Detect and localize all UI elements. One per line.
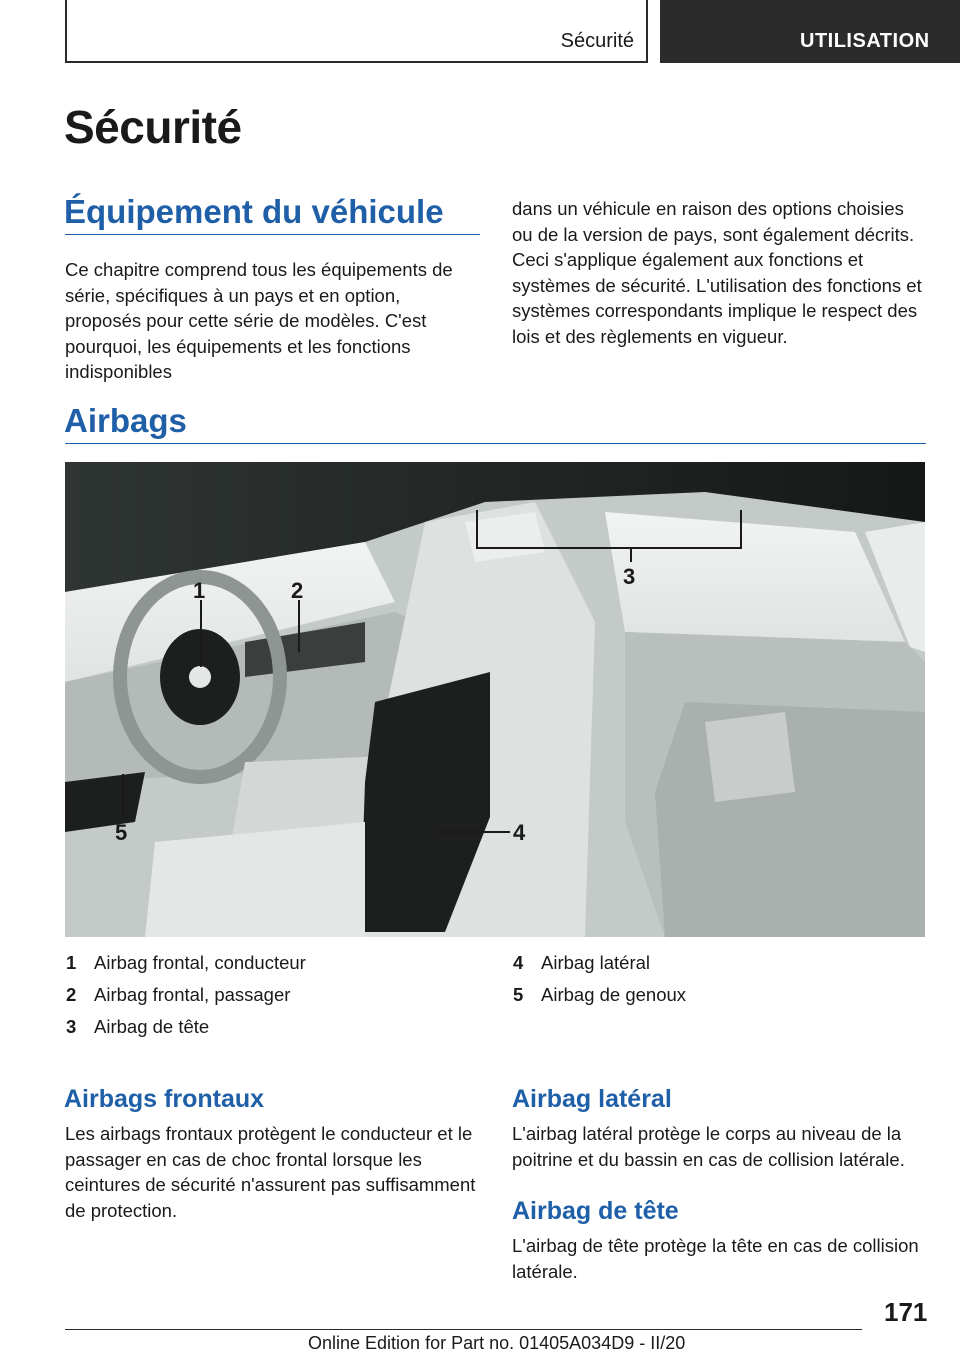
lateral-text: L'airbag latéral protège le corps au niveau de la poitrine et du bassin en cas de collision latérale.: [512, 1123, 905, 1170]
figure-label-1: 1: [193, 578, 206, 603]
figure-label-4: 4: [513, 820, 526, 845]
legend-item: [66, 952, 466, 984]
legend-label: Airbag frontal, passager: [94, 984, 291, 1005]
equipment-text-right: dans un véhicule en raison des options choisies ou de la version de pays, sont également décrits. Ceci s'applique également aux fonctions et systèmes de sécurité. L'utilisation des fonctions et systèmes correspondants implique le respect des lois et des règlements en vigueur.: [512, 198, 922, 347]
footer-rule: [65, 1329, 862, 1330]
head-heading: Airbag de tête: [512, 1197, 679, 1225]
header-section-label: Sécurité: [560, 30, 634, 52]
equipment-rule: [65, 234, 480, 235]
legend-number: 4: [513, 952, 524, 973]
equipment-heading: Équipement du véhicule: [64, 193, 444, 230]
legend-label: Airbag de genoux: [541, 984, 687, 1005]
legend-label: Airbag frontal, conducteur: [94, 952, 306, 973]
figure-label-3: 3: [623, 564, 636, 589]
figure-label-5: 5: [115, 820, 128, 845]
legend-item: [513, 984, 913, 1016]
figure-label-2: 2: [291, 578, 304, 603]
legend-number: 2: [66, 984, 77, 1005]
legend-item: [66, 984, 466, 1016]
airbags-heading: Airbags: [64, 402, 187, 439]
frontal-heading: Airbags frontaux: [64, 1085, 265, 1113]
airbags-rule: [65, 443, 926, 444]
header-chapter-label: UTILISATION: [800, 30, 930, 52]
airbags-illustration: [65, 462, 925, 937]
equipment-text-left: Ce chapitre comprend tous les équipements de série, spécifiques à un pays et en option, proposés pour cette série de modèles. C'est pourquoi, les équipements et les fonctions indisponibles: [65, 259, 453, 382]
frontal-text: Les airbags frontaux protègent le conducteur et le passager en cas de choc frontal lorsque les ceintures de sécurité n'assurent pas suffisamment de protection.: [65, 1123, 476, 1221]
legend-label: Airbag latéral: [541, 952, 651, 973]
lateral-heading: Airbag latéral: [512, 1085, 672, 1113]
car-interior-drawing: [65, 462, 925, 937]
page-number: 171: [884, 1297, 928, 1327]
legend-right: [513, 952, 913, 1016]
legend-label: Airbag de tête: [94, 1016, 210, 1037]
legend-number: 3: [66, 1016, 77, 1037]
legend-item: [66, 1016, 466, 1048]
page-title: Sécurité: [64, 101, 242, 153]
legend-item: [513, 952, 913, 984]
legend-left: [66, 952, 466, 1048]
header-section-tab: [65, 0, 648, 63]
header-chapter-tab: [660, 0, 960, 63]
footer-edition: Online Edition for Part no. 01405A034D9 - II/20: [308, 1333, 686, 1353]
legend-number: 1: [66, 952, 77, 973]
head-text: L'airbag de tête protège la tête en cas de collision latérale.: [512, 1235, 919, 1282]
legend-number: 5: [513, 984, 524, 1005]
